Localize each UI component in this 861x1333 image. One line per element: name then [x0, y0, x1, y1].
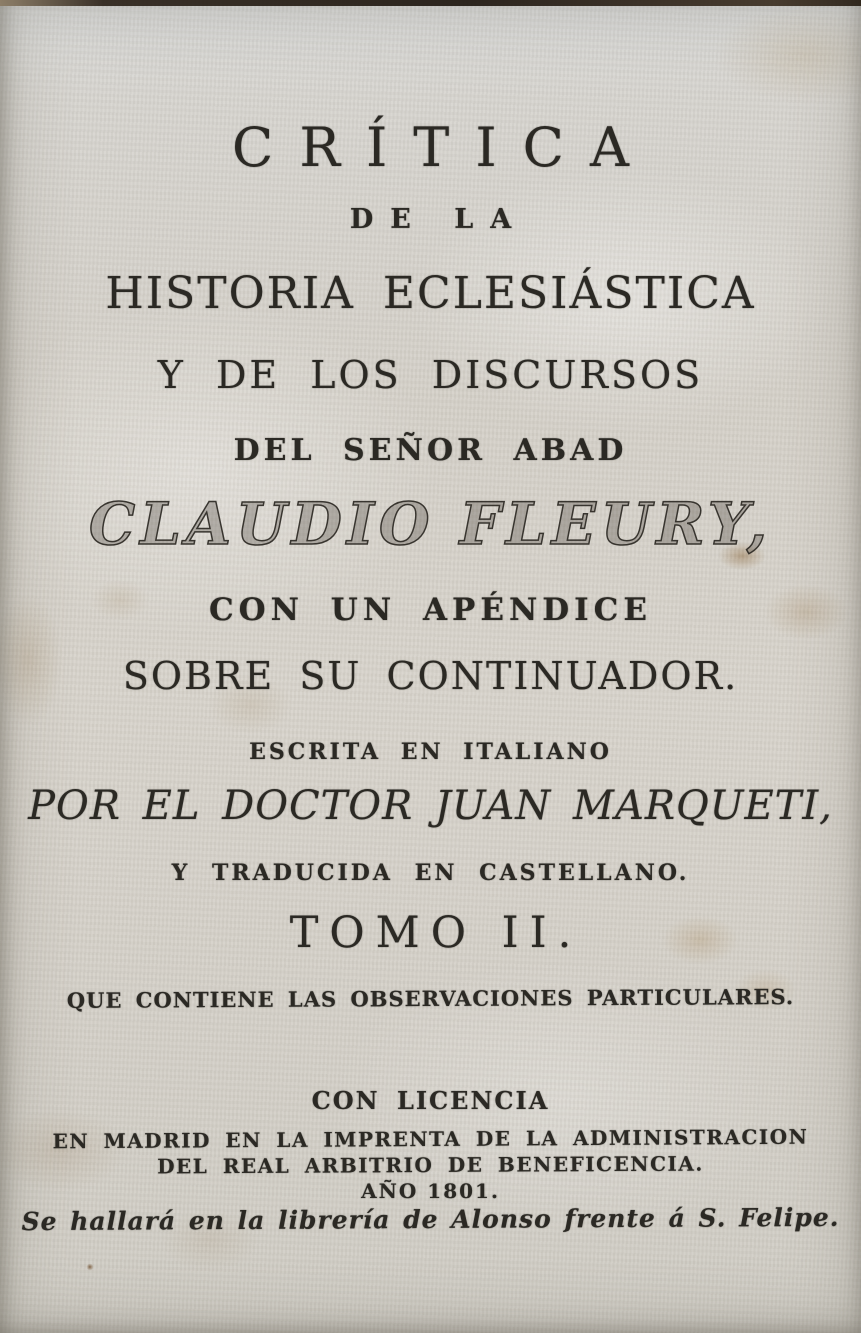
- continuator-line: SOBRE SU CONTINUADOR.: [122, 654, 739, 698]
- abbot-line: DEL SEÑOR ABAD: [233, 433, 628, 468]
- written-in-line: ESCRITA EN ITALIANO: [249, 739, 612, 765]
- book-title: CRÍTICA: [232, 116, 655, 179]
- bookseller-note: Se hallará en la librería de Alonso frente á S. Felipe.: [21, 1202, 840, 1237]
- volume-number: TOMO II.: [289, 908, 583, 958]
- photo-top-edge: [0, 0, 861, 6]
- imprint-press-line: DEL REAL ARBITRIO DE BENEFICENCIA.: [157, 1151, 704, 1179]
- volume-contents-note: QUE CONTIENE LAS OBSERVACIONES PARTICULARES.: [66, 984, 795, 1013]
- subject-line: HISTORIA ECLESIÁSTICA: [105, 268, 756, 319]
- author-name: CLAUDIO FLEURY,: [89, 490, 772, 558]
- imprint-year: AÑO 1801.: [361, 1179, 500, 1203]
- title-connector-de-la: DE LA: [349, 204, 529, 235]
- imprint-city-line: EN MADRID EN LA IMPRENTA DE LA ADMINISTRACION: [52, 1124, 809, 1154]
- translator-name: POR EL DOCTOR JUAN MARQUETI,: [28, 783, 833, 829]
- discourses-line: Y DE LOS DISCURSOS: [157, 353, 704, 397]
- license-line: CON LICENCIA: [311, 1086, 550, 1115]
- translated-line: Y TRADUCIDA EN CASTELLANO.: [171, 860, 690, 886]
- appendix-line: CON UN APÉNDICE: [209, 592, 652, 628]
